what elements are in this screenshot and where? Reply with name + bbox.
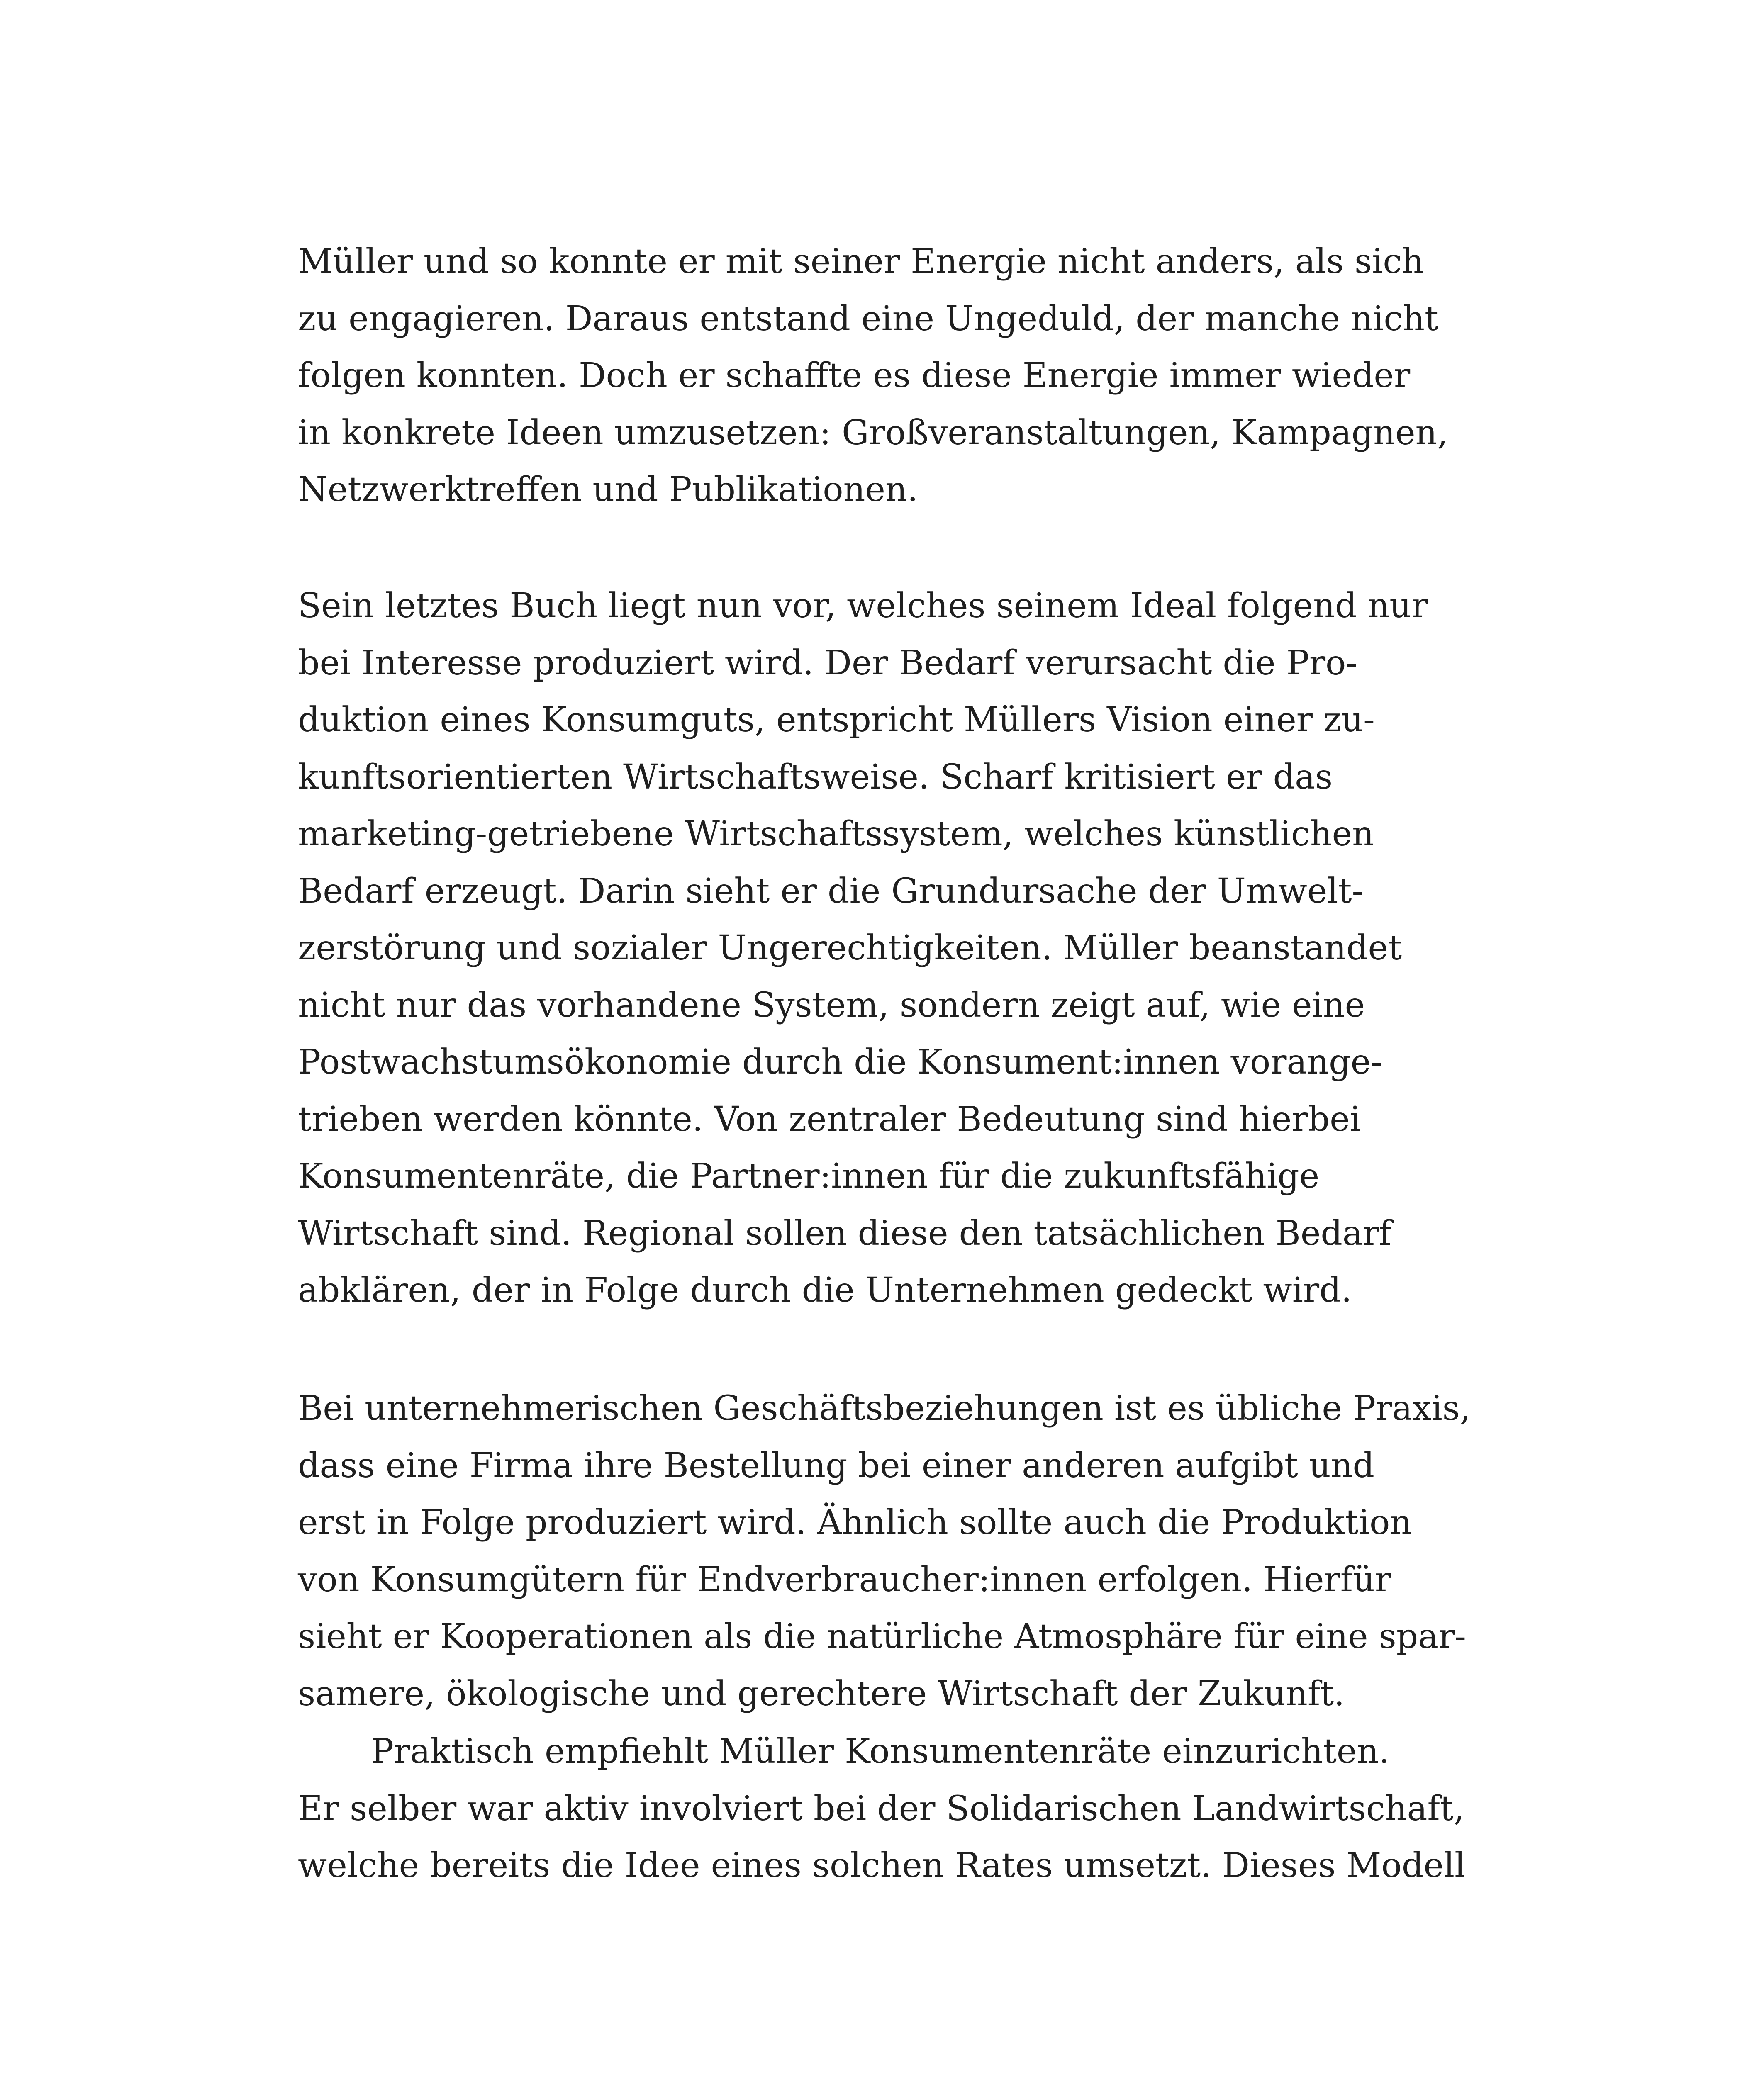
text-line: dass eine Firma ihre Bestellung bei einer anderen aufgibt und xyxy=(298,1446,1374,1485)
text-line: duktion eines Konsumguts, entspricht Müllers Vision einer zu- xyxy=(298,700,1375,740)
text-line: folgen konnten. Doch er schaffte es diese Energie immer wieder xyxy=(298,356,1411,395)
paragraph xyxy=(298,1380,1471,1722)
text-line: marketing-getriebene Wirtschaftssystem, welches künstlichen xyxy=(298,814,1374,854)
paragraph xyxy=(298,577,1428,1319)
text-line: trieben werden könnte. Von zentraler Bedeutung sind hierbei xyxy=(298,1099,1361,1139)
text-line: zerstörung und sozialer Ungerechtigkeiten. Müller beanstandet xyxy=(298,928,1402,968)
text-line: bei Interesse produziert wird. Der Bedarf verursacht die Pro- xyxy=(298,643,1358,683)
text-line: sieht er Kooperationen als die natürliche Atmosphäre für eine spar- xyxy=(298,1617,1466,1656)
text-line: zu engagieren. Daraus entstand eine Ungeduld, der manche nicht xyxy=(298,299,1439,338)
text-line: von Konsumgütern für Endverbraucher:innen erfolgen. Hierfür xyxy=(298,1560,1391,1599)
text-line: Sein letztes Buch liegt nun vor, welches seinem Ideal folgend nur xyxy=(298,586,1428,626)
text-line: Er selber war aktiv involviert bei der Solidarischen Landwirtschaft, xyxy=(298,1789,1464,1828)
text-line: Netzwerktreffen und Publikationen. xyxy=(298,470,918,509)
text-line: nicht nur das vorhandene System, sondern zeigt auf, wie eine xyxy=(298,985,1365,1025)
text-line: Praktisch empfiehlt Müller Konsumentenräte einzurichten. xyxy=(371,1732,1390,1771)
text-line: Konsumentenräte, die Partner:innen für die zukunftsfähige xyxy=(298,1156,1320,1196)
text-line: abklären, der in Folge durch die Unternehmen gedeckt wird. xyxy=(298,1271,1352,1310)
text-line: Müller und so konnte er mit seiner Energie nicht anders, als sich xyxy=(298,242,1424,281)
text-line: samere, ökologische und gerechtere Wirtschaft der Zukunft. xyxy=(298,1674,1345,1714)
text-line: kunftsorientierten Wirtschaftsweise. Scharf kritisiert er das xyxy=(298,757,1333,797)
paragraph xyxy=(298,1723,1466,1894)
text-line: Postwachstumsökonomie durch die Konsument:innen vorange- xyxy=(298,1042,1382,1082)
text-line: Bei unternehmerischen Geschäftsbeziehungen ist es übliche Praxis, xyxy=(298,1389,1471,1428)
text-line: erst in Folge produziert wird. Ähnlich sollte auch die Produktion xyxy=(298,1503,1412,1542)
text-line: Wirtschaft sind. Regional sollen diese den tatsächlichen Bedarf xyxy=(298,1213,1392,1253)
paragraph xyxy=(298,233,1448,518)
text-line: in konkrete Ideen umzusetzen: Großveranstaltungen, Kampagnen, xyxy=(298,413,1448,453)
text-line: welche bereits die Idee eines solchen Rates umsetzt. Dieses Modell xyxy=(298,1846,1466,1885)
text-line: Bedarf erzeugt. Darin sieht er die Grundursache der Umwelt- xyxy=(298,871,1364,911)
